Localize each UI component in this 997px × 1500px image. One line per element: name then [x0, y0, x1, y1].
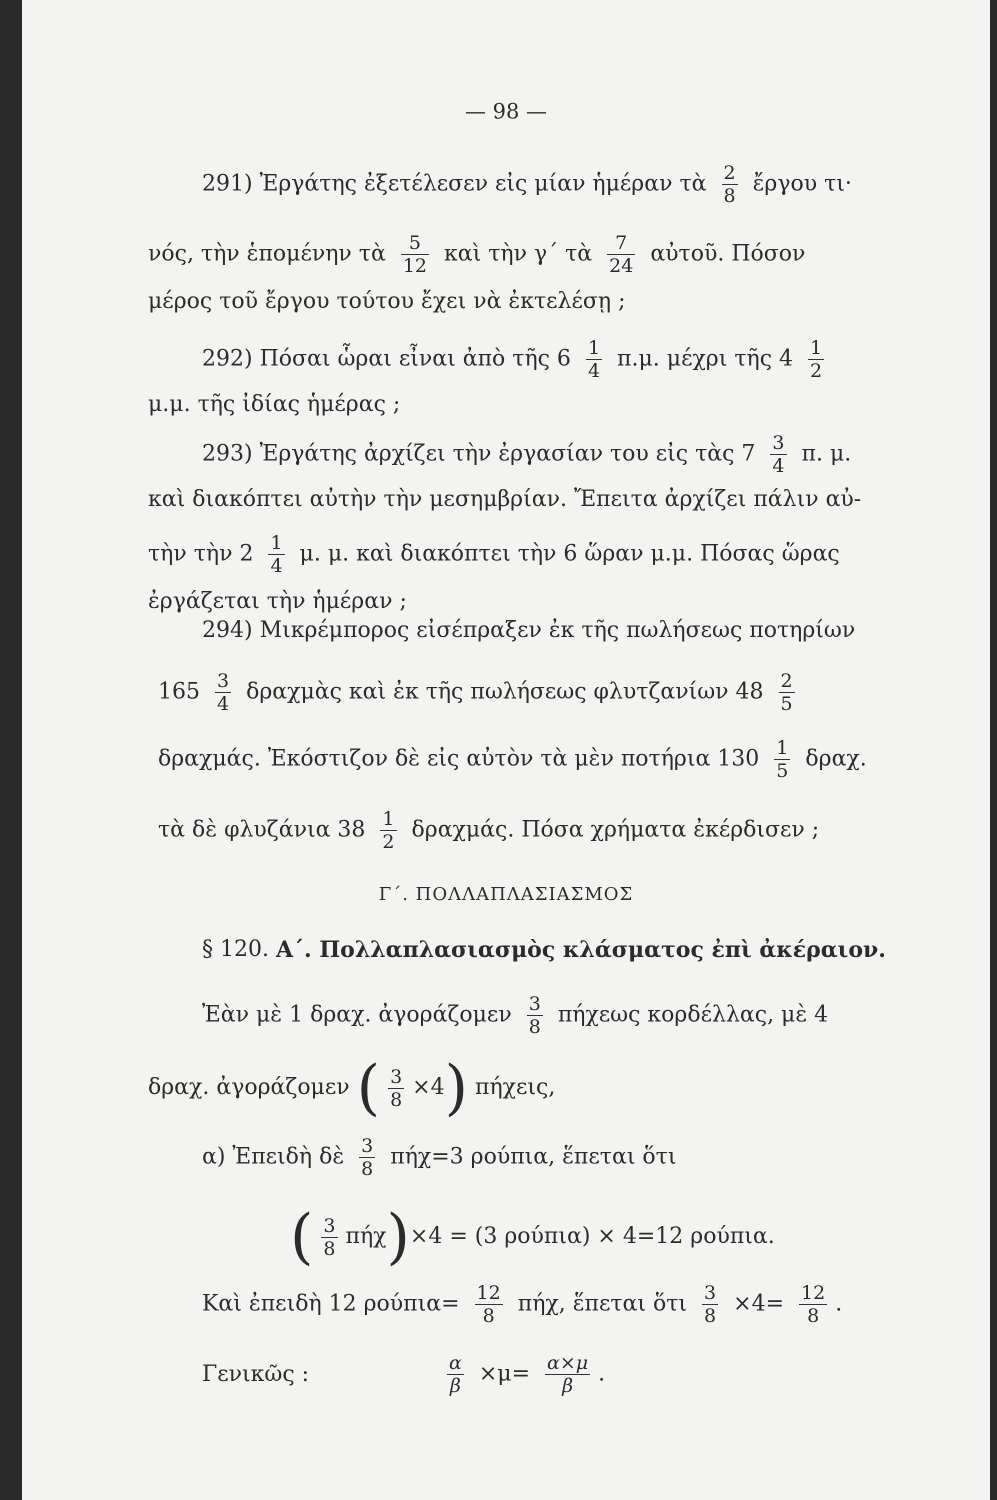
text: αὐτοῦ. Πόσον	[650, 241, 806, 267]
book-page	[22, 0, 990, 1500]
fraction	[607, 232, 635, 277]
fraction-numerator: 3	[390, 1065, 403, 1088]
page-number	[22, 95, 990, 127]
text: καὶ διακόπτει αὐτὴν τὴν μεσημβρίαν. Ἔπειτα ἀρχίζει πάλιν αὐ-	[148, 487, 862, 512]
fraction-numerator: 1	[382, 808, 395, 830]
section-120-line-1	[202, 993, 990, 1038]
text: ἔργου τι·	[752, 171, 852, 197]
fraction	[722, 162, 738, 207]
section-120-general	[202, 1352, 990, 1397]
fraction	[545, 1352, 590, 1397]
text: π. μ.	[801, 441, 852, 467]
fraction-denominator: 4	[270, 555, 283, 577]
fraction	[359, 1135, 375, 1180]
fraction-denominator: 4	[217, 693, 230, 715]
problem-293-line-1	[202, 432, 990, 477]
text: πήχεις,	[475, 1075, 556, 1100]
fraction-denominator: 24	[609, 255, 634, 277]
text: α) Ἐπειδὴ δὲ	[202, 1144, 345, 1170]
fraction-numerator: 5	[408, 232, 421, 254]
fraction	[268, 532, 284, 577]
fraction	[808, 337, 824, 382]
fraction-denominator: 8	[361, 1158, 374, 1180]
fraction	[215, 670, 231, 715]
close-paren: )	[444, 1053, 469, 1123]
fraction-numerator: 3	[528, 993, 541, 1015]
text: ἐργάζεται τὴν ἡμέραν ;	[148, 589, 407, 614]
text: τὴν τὴν 2	[148, 541, 254, 567]
section-120-line-k	[202, 1282, 990, 1327]
fraction-denominator: 8	[323, 1237, 336, 1260]
fraction-numerator: α	[449, 1352, 462, 1374]
fraction	[770, 432, 786, 477]
fraction-numerator: 1	[776, 737, 789, 759]
text: Καὶ ἐπειδὴ 12 ρούπια=	[202, 1291, 460, 1317]
text: πήχ	[345, 1224, 387, 1249]
close-paren: )	[386, 1202, 410, 1272]
text: μ.μ. τῆς ἰδίας ἡμέρας ;	[148, 392, 401, 417]
problem-294-line-4	[158, 808, 990, 853]
text: μέρος τοῦ ἔργου τούτου ἔχει νὰ ἐκτελέσῃ ;	[148, 289, 626, 314]
section-title: Α΄. Πολλαπλασιασμὸς κλάσματος ἐπὶ ἀκέραιον.	[275, 937, 886, 963]
text: 294) Μικρέμπορος εἰσέπραξεν ἐκ τῆς πωλήσεως ποτηρίων	[202, 618, 856, 643]
fraction	[447, 1352, 464, 1397]
fraction	[774, 737, 790, 782]
text: πήχ, ἕπεται ὅτι	[517, 1291, 688, 1317]
fraction	[779, 670, 795, 715]
text: δραχ.	[805, 746, 867, 772]
text: δραχμὰς καὶ ἐκ τῆς πωλήσεως φλυτζανίων 48	[246, 679, 764, 705]
fraction-denominator: 5	[780, 693, 793, 715]
fraction	[388, 1066, 404, 1111]
problem-293-line-3	[148, 532, 990, 577]
section-120-line-2	[148, 1053, 990, 1123]
fraction	[380, 808, 396, 853]
text: .	[598, 1361, 606, 1387]
fraction-numerator: α×μ	[547, 1352, 589, 1374]
fraction-numerator: 3	[704, 1282, 717, 1304]
problem-294-line-3	[158, 737, 990, 782]
fraction-denominator: 4	[772, 455, 785, 477]
fraction	[401, 232, 429, 277]
problem-292-line-1	[202, 337, 990, 382]
text: δραχμάς. Ἐκόστιζον δὲ εἰς αὐτὸν τὰ μὲν ποτήρια 130	[158, 746, 760, 772]
fraction-denominator: 8	[799, 1304, 827, 1327]
fraction-denominator: 8	[704, 1305, 717, 1327]
text: 293) Ἐργάτης ἀρχίζει τὴν ἐργασίαν του εἰς τὰς 7	[202, 441, 756, 467]
text: 165	[158, 679, 200, 705]
text: π.μ. μέχρι τῆς 4	[617, 346, 794, 372]
page-number-text: — 98 —	[464, 99, 548, 124]
text: .	[835, 1291, 843, 1317]
section-120-equation	[290, 1202, 990, 1272]
text: δραχμάς. Πόσα χρήματα ἐκέρδισεν ;	[411, 817, 820, 843]
fraction-numerator: 3	[323, 1214, 336, 1237]
fraction-denominator: 2	[810, 360, 823, 382]
fraction-denominator: 12	[402, 255, 427, 277]
text: πήχ=3 ρούπια, ἕπεται ὅτι	[390, 1144, 677, 1170]
fraction-numerator: 1	[810, 337, 823, 359]
fraction-denominator: 4	[587, 360, 601, 382]
text: πήχεως κορδέλλας, μὲ 4	[557, 1002, 829, 1028]
general-label: Γενικῶς :	[202, 1361, 310, 1387]
problem-293-line-2	[148, 485, 990, 515]
fraction-numerator: 7	[615, 232, 628, 254]
problem-293-line-4	[148, 587, 990, 617]
fraction-numerator: 2	[723, 162, 736, 184]
fraction-numerator: 12	[801, 1282, 826, 1304]
text: τὰ δὲ φλυζάνια 38	[158, 817, 366, 843]
text: 292) Πόσαι ὧραι εἶναι ἀπὸ τῆς 6	[202, 346, 571, 372]
fraction-numerator: 12	[476, 1282, 501, 1304]
open-paren: (	[356, 1053, 381, 1123]
fraction-numerator: 3	[361, 1135, 374, 1157]
fraction	[799, 1282, 827, 1327]
fraction	[527, 993, 543, 1038]
fraction-denominator: 5	[776, 760, 789, 782]
text: νός, τὴν ἑπομένην τὰ	[148, 241, 386, 267]
problem-292-line-2	[148, 390, 990, 420]
text: ×4 = (3 ρούπια) × 4=12 ρούπια.	[409, 1224, 775, 1249]
fraction-denominator: β	[545, 1374, 590, 1397]
problem-291-line-1	[202, 162, 990, 207]
text: ×μ=	[478, 1361, 531, 1387]
text: ×4	[412, 1075, 445, 1100]
section-120-title	[202, 935, 990, 965]
text: δραχ. ἀγοράζομεν	[148, 1075, 350, 1100]
fraction-numerator: 2	[780, 670, 793, 692]
fraction	[586, 337, 602, 382]
fraction	[475, 1282, 503, 1327]
section-heading	[22, 880, 990, 910]
text: Ἐὰν μὲ 1 δραχ. ἀγοράζομεν	[202, 1002, 512, 1028]
text: ×4=	[733, 1291, 785, 1317]
problem-291-line-2	[148, 232, 990, 277]
fraction-denominator: β	[447, 1374, 464, 1397]
text: 291) Ἐργάτης ἐξετέλεσεν εἰς μίαν ἡμέραν τὰ	[202, 171, 707, 197]
section-120-case-a	[202, 1135, 990, 1180]
fraction	[321, 1215, 337, 1260]
problem-294-line-2	[158, 670, 990, 715]
text: μ. μ. καὶ διακόπτει τὴν 6 ὥραν μ.μ. Πόσας ὥρας	[299, 541, 840, 567]
fraction-denominator: 8	[528, 1016, 541, 1038]
fraction-numerator: 1	[587, 337, 601, 359]
fraction-denominator: 8	[723, 185, 736, 207]
fraction-denominator: 2	[382, 831, 395, 853]
section-number: § 120.	[202, 937, 269, 962]
problem-291-line-3	[148, 287, 990, 317]
section-heading-text: Γ΄. ΠΟΛΛΑΠΛΑΣΙΑΣΜΟΣ	[378, 884, 634, 905]
problem-294-line-1	[202, 616, 990, 646]
text: καὶ τὴν γ΄ τὰ	[444, 241, 593, 267]
fraction-numerator: 3	[217, 670, 230, 692]
fraction-numerator: 1	[270, 532, 283, 554]
fraction-numerator: 3	[772, 432, 785, 454]
fraction	[702, 1282, 718, 1327]
fraction-denominator: 8	[475, 1304, 503, 1327]
fraction-denominator: 8	[390, 1088, 403, 1111]
open-paren: (	[290, 1202, 314, 1272]
